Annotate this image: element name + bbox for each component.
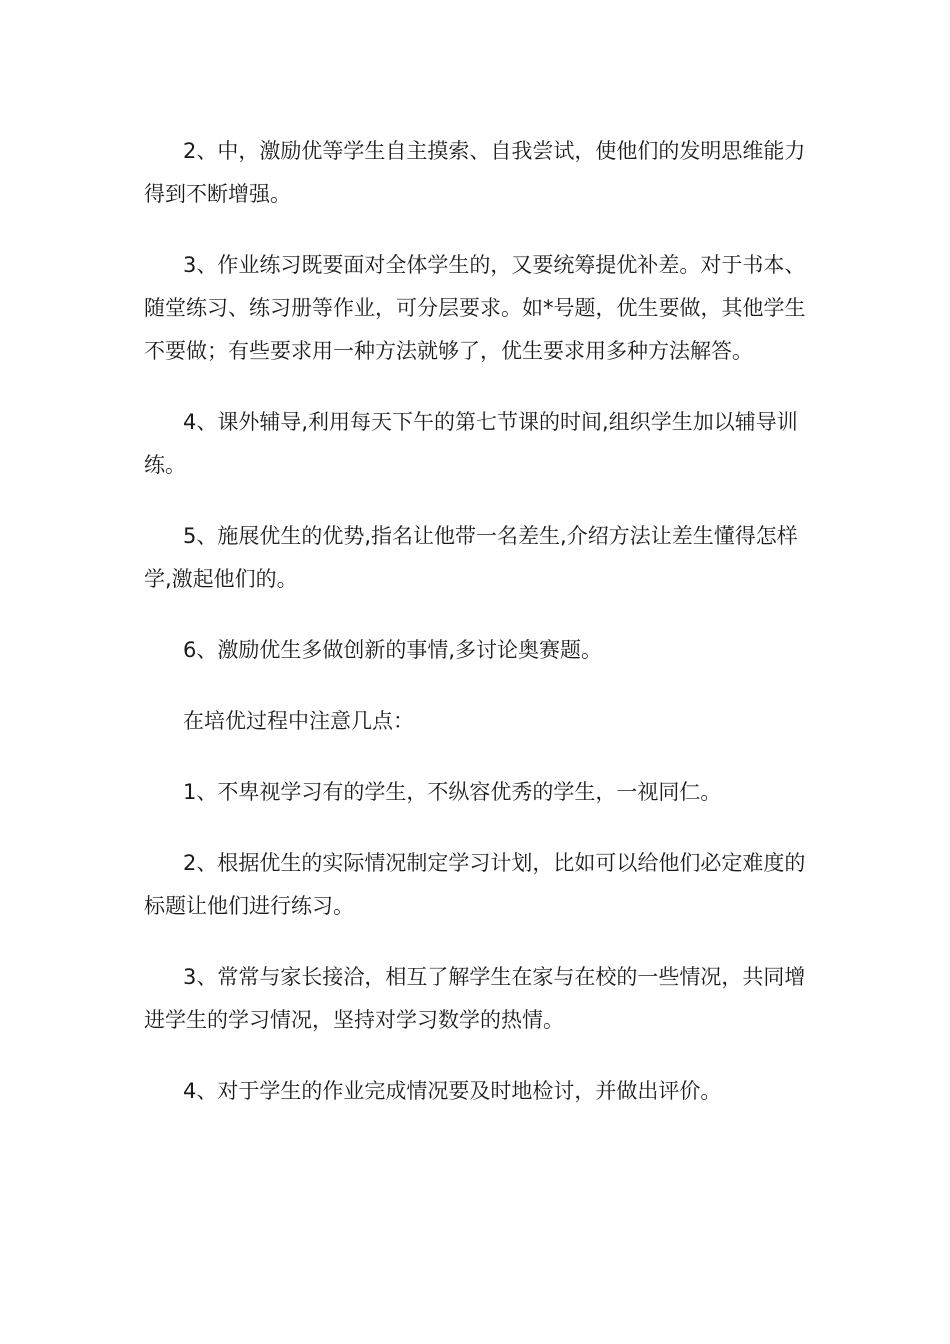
paragraph-section-heading: 在培优过程中注意几点：: [183, 709, 414, 733]
paragraph-point-2-study-plan: 2、根据优生的实际情况制定学习计划，比如可以给他们必定难度的标题让他们进行练习。: [144, 851, 806, 918]
paragraph-item-3-homework: 3、作业练习既要面对全体学生的，又要统筹提优补差。对于书本、随堂练习、练习册等作业，可分层要求。如*号题，优生要做，其他学生不要做；有些要求用一种方法就够了，优生要求用多种方法解答。: [144, 253, 806, 363]
paragraph-point-3-parents: 3、常常与家长接洽，相互了解学生在家与在校的一些情况，共同增进学生的学习情况，坚持对学习数学的热情。: [144, 965, 806, 1032]
paragraph-point-4-homework-check: 4、对于学生的作业完成情况要及时地检讨，并做出评价。: [183, 1079, 722, 1103]
paragraph-item-2-develop-thinking: 2、中，激励优等学生自主摸索、自我尝试，使他们的发明思维能力得到不断增强。: [144, 139, 806, 206]
paragraph-item-5-peer-help: 5、施展优生的优势,指名让他带一名差生,介绍方法让差生懂得怎样学,激起他们的。: [144, 524, 798, 591]
paragraph-point-1-equality: 1、不卑视学习有的学生，不纵容优秀的学生，一视同仁。: [183, 780, 722, 804]
paragraph-item-4-tutoring: 4、课外辅导,利用每天下午的第七节课的时间,组织学生加以辅导训练。: [144, 410, 798, 477]
document-body: [144, 130, 810, 1141]
paragraph-item-6-innovation: 6、激励优生多做创新的事情,多讨论奥赛题。: [183, 638, 603, 662]
